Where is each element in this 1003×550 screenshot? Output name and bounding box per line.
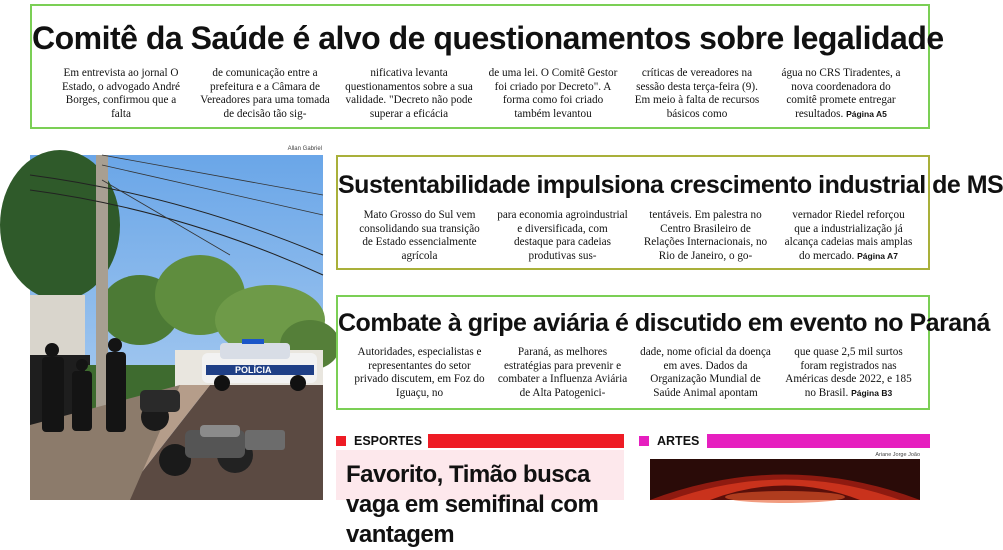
artes-color-rule — [707, 434, 930, 448]
top-story-box[interactable] — [30, 4, 944, 129]
sustainability-story-box[interactable] — [336, 155, 1003, 270]
sustainability-col-4 — [783, 209, 914, 264]
stage-image — [650, 459, 920, 500]
avian-flu-col-3: dade, nome oficial da doença em aves. Dados da Organização Mundial de Saúde Animal apontam — [640, 346, 771, 399]
top-story-col-6 — [776, 67, 906, 123]
top-story-page-ref[interactable]: Página A5 — [846, 108, 887, 119]
top-story-headline[interactable]: Comitê da Saúde é alvo de questionamentos sobre legalidade — [32, 20, 944, 56]
sustainability-headline[interactable]: Sustentabilidade impulsiona crescimento industrial de MS — [338, 171, 1003, 199]
news-photo[interactable] — [30, 155, 323, 500]
avian-flu-col-4 — [783, 346, 914, 401]
avian-flu-page-ref[interactable]: Página B3 — [851, 387, 893, 398]
esportes-color-rule — [416, 434, 624, 448]
sustainability-col-1: Mato Grosso do Sul vem consolidando sua transição de Estado essencialmente agrícola — [359, 209, 480, 262]
top-story-body — [56, 67, 906, 123]
esportes-square-icon — [336, 436, 346, 446]
street-scene-image — [30, 155, 323, 500]
sustainability-col-4-text: vernador Riedel reforçou que a industrialização já alcança cadeias mais amplas do mercado. — [784, 209, 913, 262]
police-car-text: POLÍCIA — [235, 365, 272, 375]
avian-flu-col-1: Autoridades, especialistas e representantes do setor privado discutem, em Foz do Iguaçu, no — [354, 346, 485, 399]
sustainability-page-ref[interactable]: Página A7 — [857, 250, 898, 261]
top-story-col-6-text: água no CRS Tiradentes, a nova coordenadora do comitê promete entregar resultados. — [781, 67, 901, 120]
artes-photo[interactable] — [650, 459, 920, 500]
artes-photo-credit: Ariane Jorge João — [875, 452, 920, 458]
esportes-section-bar[interactable] — [336, 434, 624, 448]
avian-flu-col-2: Paraná, as melhores estratégias para prevenir e combater a Influenza Aviária de Alta Patogenici- — [497, 346, 628, 399]
esportes-section-label[interactable]: ESPORTES — [348, 434, 428, 448]
sustainability-col-3: tentáveis. Em palestra no Centro Brasileiro de Relações Internacionais, no Rio de Janeiro, o go- — [643, 209, 768, 262]
esportes-headline[interactable]: Favorito, Timão busca vaga em semifinal com vantagem — [346, 461, 599, 548]
avian-flu-headline[interactable]: Combate à gripe aviária é discutido em evento no Paraná — [338, 309, 990, 337]
artes-section-bar[interactable] — [639, 434, 930, 448]
sustainability-col-2: para economia agroindustrial e diversificada, com destaque para cadeias produtivas sus- — [497, 209, 628, 262]
avian-flu-col-4-text: que quase 2,5 mil surtos foram registrados nas Américas desde 2022, e 185 no Brasil. — [785, 346, 912, 399]
top-story-col-4: de uma lei. O Comitê Gestor foi criado por Decreto". A forma como foi criado também levantou — [488, 67, 618, 120]
artes-square-icon — [639, 436, 649, 446]
sustainability-body — [354, 209, 914, 264]
top-story-col-3: nificativa levanta questionamentos sobre a sua validade. "Decreto não pode superar a eficácia — [345, 67, 473, 120]
esportes-story-box[interactable] — [336, 450, 624, 548]
top-story-col-5: críticas de vereadores na sessão desta terça-feira (9). Em meio à falta de recursos básicos como — [634, 67, 760, 120]
photo-credit: Allan Gabriel — [287, 146, 322, 152]
artes-section-label[interactable]: ARTES — [651, 434, 705, 448]
avian-flu-body — [354, 346, 914, 401]
top-story-col-2: de comunicação entre a prefeitura e a Câmara de Vereadores para uma tomada de decisão tão sig- — [200, 67, 330, 120]
top-story-col-1: Em entrevista ao jornal O Estado, o advogado André Borges, confirmou que a falta — [61, 67, 181, 120]
avian-flu-story-box[interactable] — [336, 295, 990, 410]
